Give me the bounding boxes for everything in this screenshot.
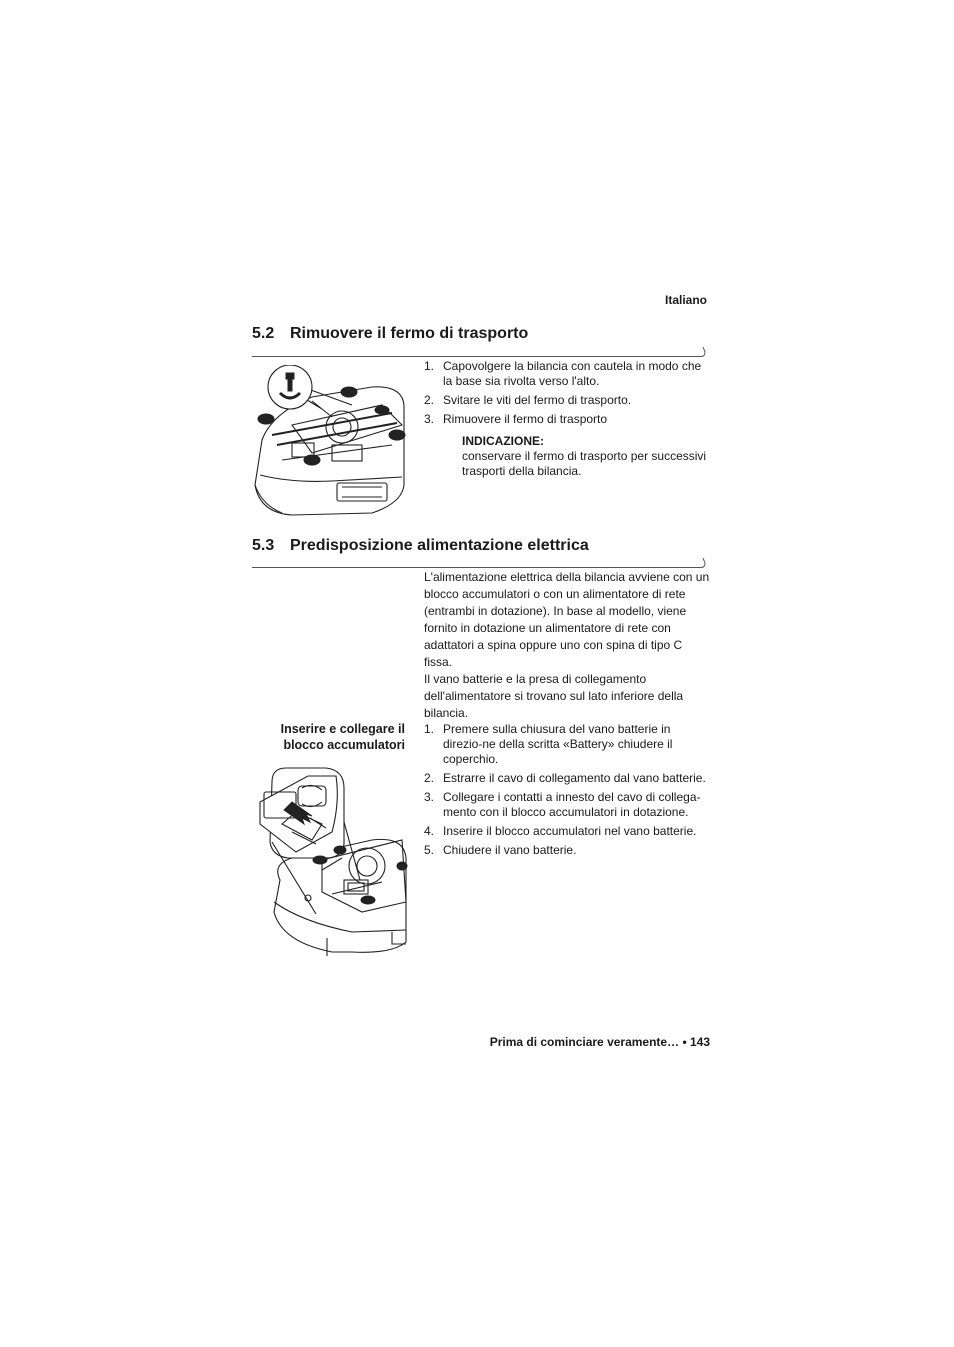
power-supply-paragraph — [424, 569, 712, 722]
section-rule — [252, 347, 707, 357]
list-item: 5. Chiudere il vano batterie. — [424, 843, 577, 857]
battery-compartment-illustration — [252, 762, 408, 958]
note-title: INDICAZIONE: — [462, 434, 544, 448]
section-number: 5.2 — [252, 325, 275, 342]
section-heading-5-2 — [252, 325, 528, 343]
list-item: 2. Estrarre il cavo di collegamento dal vano batterie. — [424, 771, 706, 785]
list-item: 3. Rimuovere il fermo di trasporto — [424, 412, 608, 426]
note-box — [462, 434, 712, 479]
list-item: 1. Premere sulla chiusura del vano batterie in direzio-ne della scritta «Battery» chiudere il coperchio. — [424, 722, 673, 766]
transport-lock-illustration — [252, 365, 412, 520]
section-rule — [252, 558, 707, 568]
removal-steps — [424, 359, 710, 431]
list-item: 1. Capovolgere la bilancia con cautela in modo che la base sia rivolta verso l'alto. — [424, 359, 702, 388]
paragraph: L'alimentazione elettrica della bilancia avviene con un blocco accumulatori o con un alimentatore di rete (entrambi in dotazione). In base al modello, viene fornito in dotazione un alimentatore di rete con adattatori a spina oppure uno con spina di tipo C fissa. — [424, 570, 710, 669]
page-footer: Prima di cominciare veramente… • 143 — [489, 1035, 710, 1049]
paragraph: Il vano batterie e la presa di collegamento dell'alimentatore si trovano sul lato inferiore della bilancia. — [424, 672, 684, 720]
subheading-line: blocco accumulatori — [283, 738, 405, 752]
list-item: 3. Collegare i contatti a innesto del cavo di collega-mento con il blocco accumulatori in dotazione. — [424, 790, 701, 819]
subheading-line: Inserire e collegare il — [280, 722, 405, 736]
language-label: Italiano — [664, 293, 707, 307]
battery-steps — [424, 722, 710, 862]
list-item: 4. Inserire il blocco accumulatori nel vano batterie. — [424, 824, 697, 838]
section-title: Rimuovere il fermo di trasporto — [290, 325, 529, 342]
list-item: 2. Svitare le viti del fermo di trasporto. — [424, 393, 632, 407]
note-text: conservare il fermo di trasporto per successivi trasporti della bilancia. — [462, 449, 707, 478]
section-title: Predisposizione alimentazione elettrica — [290, 537, 589, 554]
subheading-battery — [252, 721, 405, 753]
section-heading-5-3 — [252, 537, 589, 555]
section-number: 5.3 — [252, 537, 275, 554]
